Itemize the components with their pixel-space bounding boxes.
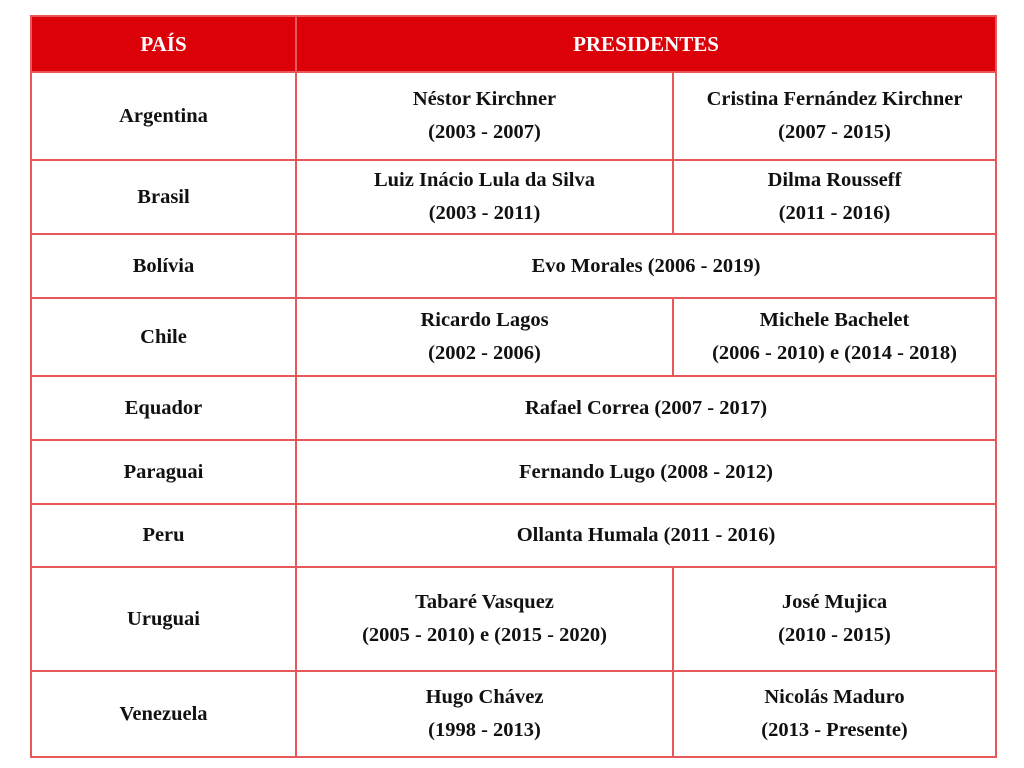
president-cell: [673, 160, 996, 234]
presidents-table-container: [30, 15, 995, 754]
president-cell-single: Ollanta Humala (2011 - 2016): [296, 504, 996, 567]
president-cell: [296, 567, 673, 671]
president-cell-single: Rafael Correa (2007 - 2017): [296, 376, 996, 440]
president-cell: [296, 72, 673, 160]
presidents-table: [30, 15, 997, 758]
country-cell: Paraguai: [31, 440, 296, 504]
president-name: Tabaré Vasquez: [415, 591, 554, 613]
country-cell: Equador: [31, 376, 296, 440]
president-cell: [296, 160, 673, 234]
country-cell: Chile: [31, 298, 296, 376]
president-name: Néstor Kirchner: [412, 88, 557, 110]
president-term: (2013 - Presente): [761, 719, 908, 741]
president-term: (2005 - 2010) e (2015 - 2020): [362, 624, 607, 646]
president-name: Cristina Fernández Kirchner: [706, 88, 963, 110]
table-row: [31, 440, 996, 504]
president-name: Ricardo Lagos: [420, 309, 549, 331]
country-cell: Venezuela: [31, 671, 296, 757]
table-row: [31, 234, 996, 298]
president-cell: [296, 671, 673, 757]
table-row: [31, 72, 996, 160]
country-cell: Brasil: [31, 160, 296, 234]
president-cell: [673, 567, 996, 671]
president-term: (2006 - 2010) e (2014 - 2018): [712, 342, 957, 364]
president-term: (2003 - 2011): [428, 202, 541, 224]
president-cell: [673, 671, 996, 757]
president-cell: [673, 298, 996, 376]
table-row: [31, 567, 996, 671]
president-term: (2003 - 2007): [428, 121, 541, 143]
header-presidentes: PRESIDENTES: [296, 16, 996, 72]
president-cell-single: Evo Morales (2006 - 2019): [296, 234, 996, 298]
table-row: [31, 504, 996, 567]
president-name: Nicolás Maduro: [764, 686, 905, 708]
country-cell: Peru: [31, 504, 296, 567]
president-cell-single: Fernando Lugo (2008 - 2012): [296, 440, 996, 504]
table-header-row: [31, 16, 996, 72]
president-name: Dilma Rousseff: [767, 169, 902, 191]
president-name: Michele Bachelet: [759, 309, 910, 331]
president-term: (2010 - 2015): [778, 624, 891, 646]
table-row: [31, 160, 996, 234]
president-name: Hugo Chávez: [425, 686, 544, 708]
header-pais: PAÍS: [31, 16, 296, 72]
president-name: José Mujica: [781, 591, 888, 613]
president-term: (2002 - 2006): [428, 342, 541, 364]
president-term: (1998 - 2013): [428, 719, 541, 741]
country-cell: Bolívia: [31, 234, 296, 298]
table-row: [31, 298, 996, 376]
president-term: (2011 - 2016): [778, 202, 891, 224]
table-row: [31, 376, 996, 440]
president-cell: [296, 298, 673, 376]
country-cell: Argentina: [31, 72, 296, 160]
president-name: Luiz Inácio Lula da Silva: [373, 169, 595, 191]
table-row: [31, 671, 996, 757]
president-term: (2007 - 2015): [778, 121, 891, 143]
country-cell: Uruguai: [31, 567, 296, 671]
president-cell: [673, 72, 996, 160]
